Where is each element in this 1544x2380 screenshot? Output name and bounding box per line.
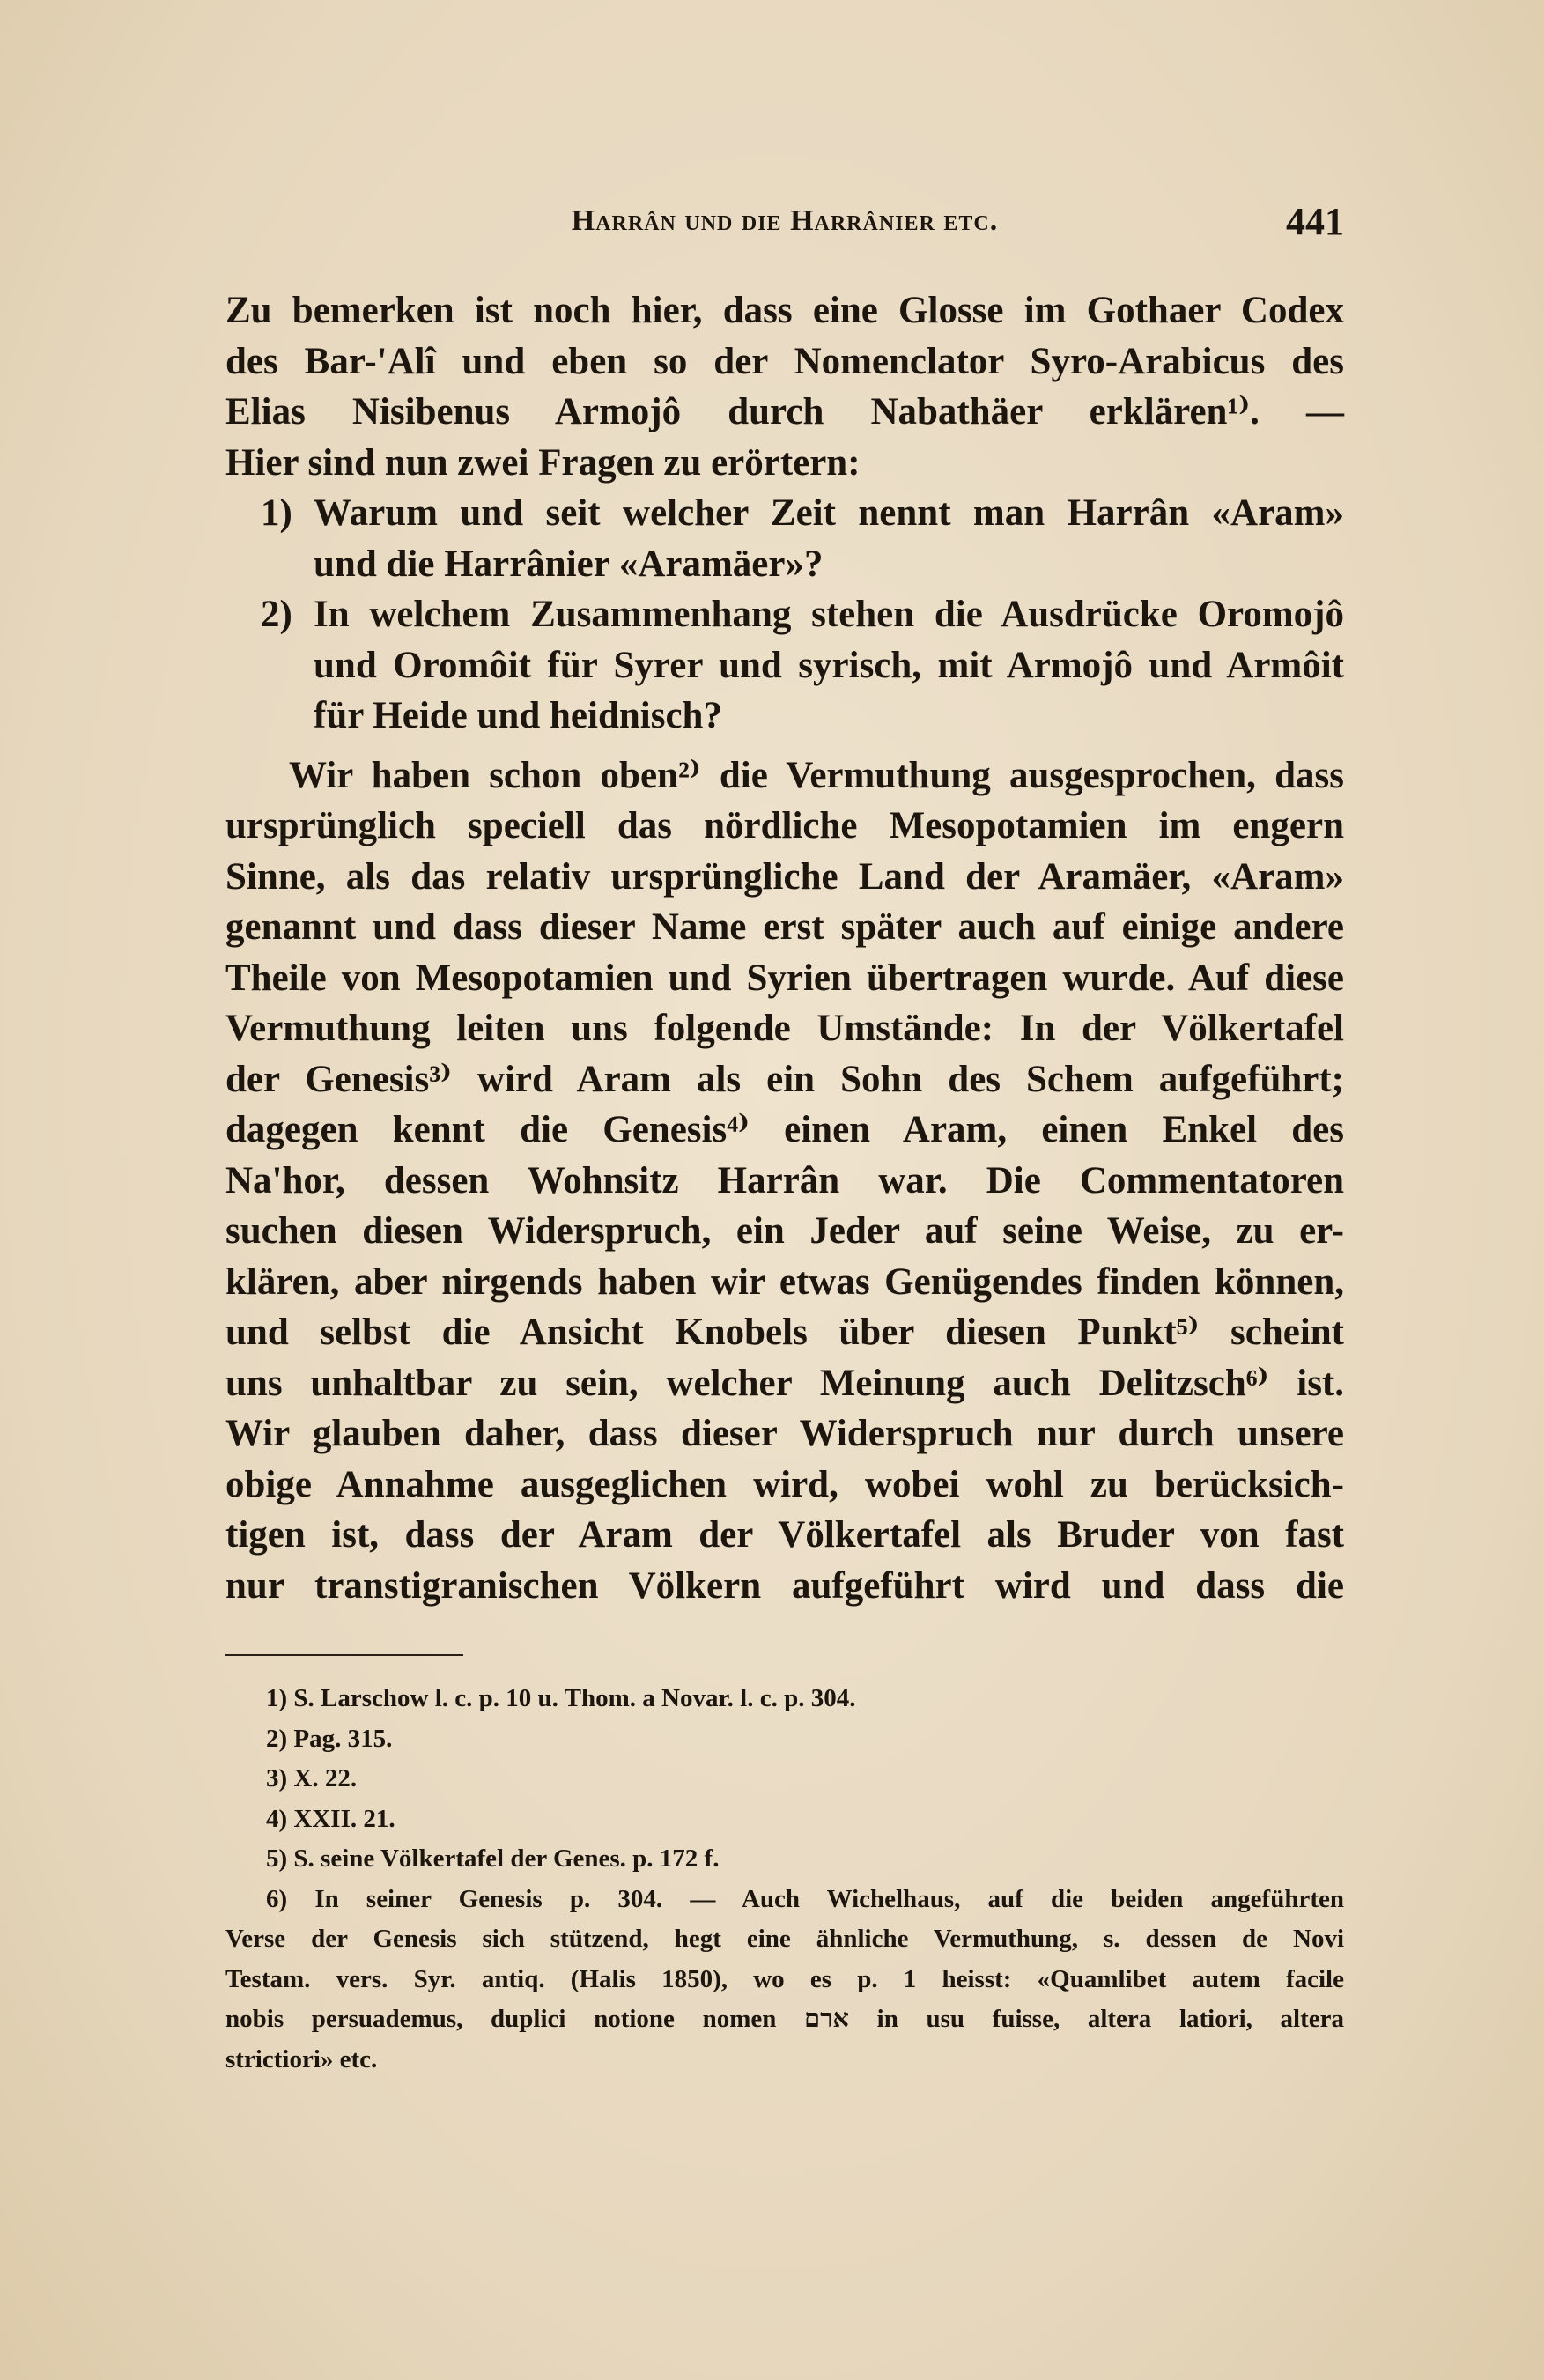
page-number: 441 — [1286, 200, 1344, 243]
text-line: und selbst die Ansicht Knobels über diesen Punkt⁵⁾ scheint — [225, 1312, 1344, 1353]
question-continuation: und Oromôit für Syrer und syrisch, mit Armojô und Armôit — [314, 644, 1344, 686]
text-line: Wir glauben daher, dass dieser Widerspruch nur durch unsere — [225, 1413, 1344, 1454]
text-line: genannt und dass dieser Name erst später auch auf einige andere — [225, 906, 1344, 948]
footnote: 3) X. 22. — [266, 1764, 358, 1792]
footnote-continuation: Testam. vers. Syr. antiq. (Halis 1850), wo es p. 1 heisst: «Quamlibet autem facile — [225, 1964, 1344, 1993]
text-line: Vermuthung leiten uns folgende Umstände: In der Völkertafel — [225, 1008, 1344, 1049]
text-line: Sinne, als das relativ ursprüngliche Land der Aramäer, «Aram» — [225, 855, 1344, 898]
text-line: obige Annahme ausgeglichen wird, wobei wohl zu berücksich- — [225, 1463, 1344, 1505]
question-number: 1) — [261, 492, 292, 534]
text-line: Wir haben schon oben²⁾ die Vermuthung ausgesprochen, dass — [289, 754, 1344, 796]
footnote-continuation: nobis persuademus, duplici notione nomen ארם in usu fuisse, altera latiori, altera — [225, 2005, 1344, 2033]
body-text — [225, 285, 1344, 1611]
text-line: klären, aber nirgends haben wir etwas Genügendes finden können, — [225, 1260, 1344, 1303]
footnote: 4) XXII. 21. — [266, 1804, 395, 1833]
footnotes — [225, 1679, 1344, 2080]
footnote: 6) In seiner Genesis p. 304. — Auch Wichelhaus, auf die beiden angeführten — [266, 1884, 1344, 1913]
page-header — [225, 200, 1344, 257]
question-item-2 — [225, 589, 1344, 640]
question-number: 2) — [261, 594, 292, 635]
text-line: uns unhaltbar zu sein, welcher Meinung auch Delitzsch⁶⁾ ist. — [225, 1362, 1344, 1404]
text-line: suchen diesen Widerspruch, ein Jeder auf seine Weise, zu er- — [225, 1210, 1344, 1252]
text-line: der Genesis³⁾ wird Aram als ein Sohn des Schem aufgeführt; — [225, 1058, 1344, 1100]
text-line: tigen ist, dass der Aram der Völkertafel als Bruder von fast — [225, 1514, 1344, 1556]
footnote-continuation: strictiori» etc. — [225, 2044, 378, 2073]
footnote: 5) S. seine Völkertafel der Genes. p. 172 f. — [266, 1844, 720, 1873]
question-text: In welchem Zusammenhang stehen die Ausdrücke Oromojô — [314, 594, 1344, 635]
text-line: Zu bemerken ist noch hier, dass eine Glosse im Gothaer Codex — [225, 290, 1344, 331]
question-continuation: und die Harrânier «Aramäer»? — [314, 543, 824, 585]
text-line: dagegen kennt die Genesis⁴⁾ einen Aram, einen Enkel des — [225, 1109, 1344, 1150]
text-line: Na'hor, dessen Wohnsitz Harrân war. Die Commentatoren — [225, 1159, 1344, 1201]
text-line: Elias Nisibenus Armojô durch Nabathäer erklären¹⁾. — — [225, 391, 1344, 432]
question-item-1 — [225, 488, 1344, 539]
question-text: Warum und seit welcher Zeit nennt man Harrân «Aram» — [314, 492, 1344, 534]
running-title: Harrân und die Harrânier etc. — [571, 204, 999, 237]
footnote-continuation: Verse der Genesis sich stützend, hegt eine ähnliche Vermuthung, s. dessen de Novi — [225, 1925, 1344, 1953]
text-line: des Bar-'Alî und eben so der Nomenclator Syro-Arabicus des — [225, 340, 1344, 382]
text-line: nur transtigranischen Völkern aufgeführt wird und dass die — [225, 1564, 1344, 1607]
question-continuation: für Heide und heidnisch? — [314, 695, 722, 736]
footnote: 1) S. Larschow l. c. p. 10 u. Thom. a Novar. l. c. p. 304. — [266, 1684, 856, 1712]
footnote: 2) Pag. 315. — [266, 1724, 393, 1753]
text-line: Hier sind nun zwei Fragen zu erörtern: — [225, 441, 861, 484]
text-line: Theile von Mesopotamien und Syrien übertragen wurde. Auf diese — [225, 957, 1344, 999]
footnote-divider — [225, 1654, 463, 1656]
text-line: ursprünglich speciell das nördliche Mesopotamien im engern — [225, 805, 1344, 846]
